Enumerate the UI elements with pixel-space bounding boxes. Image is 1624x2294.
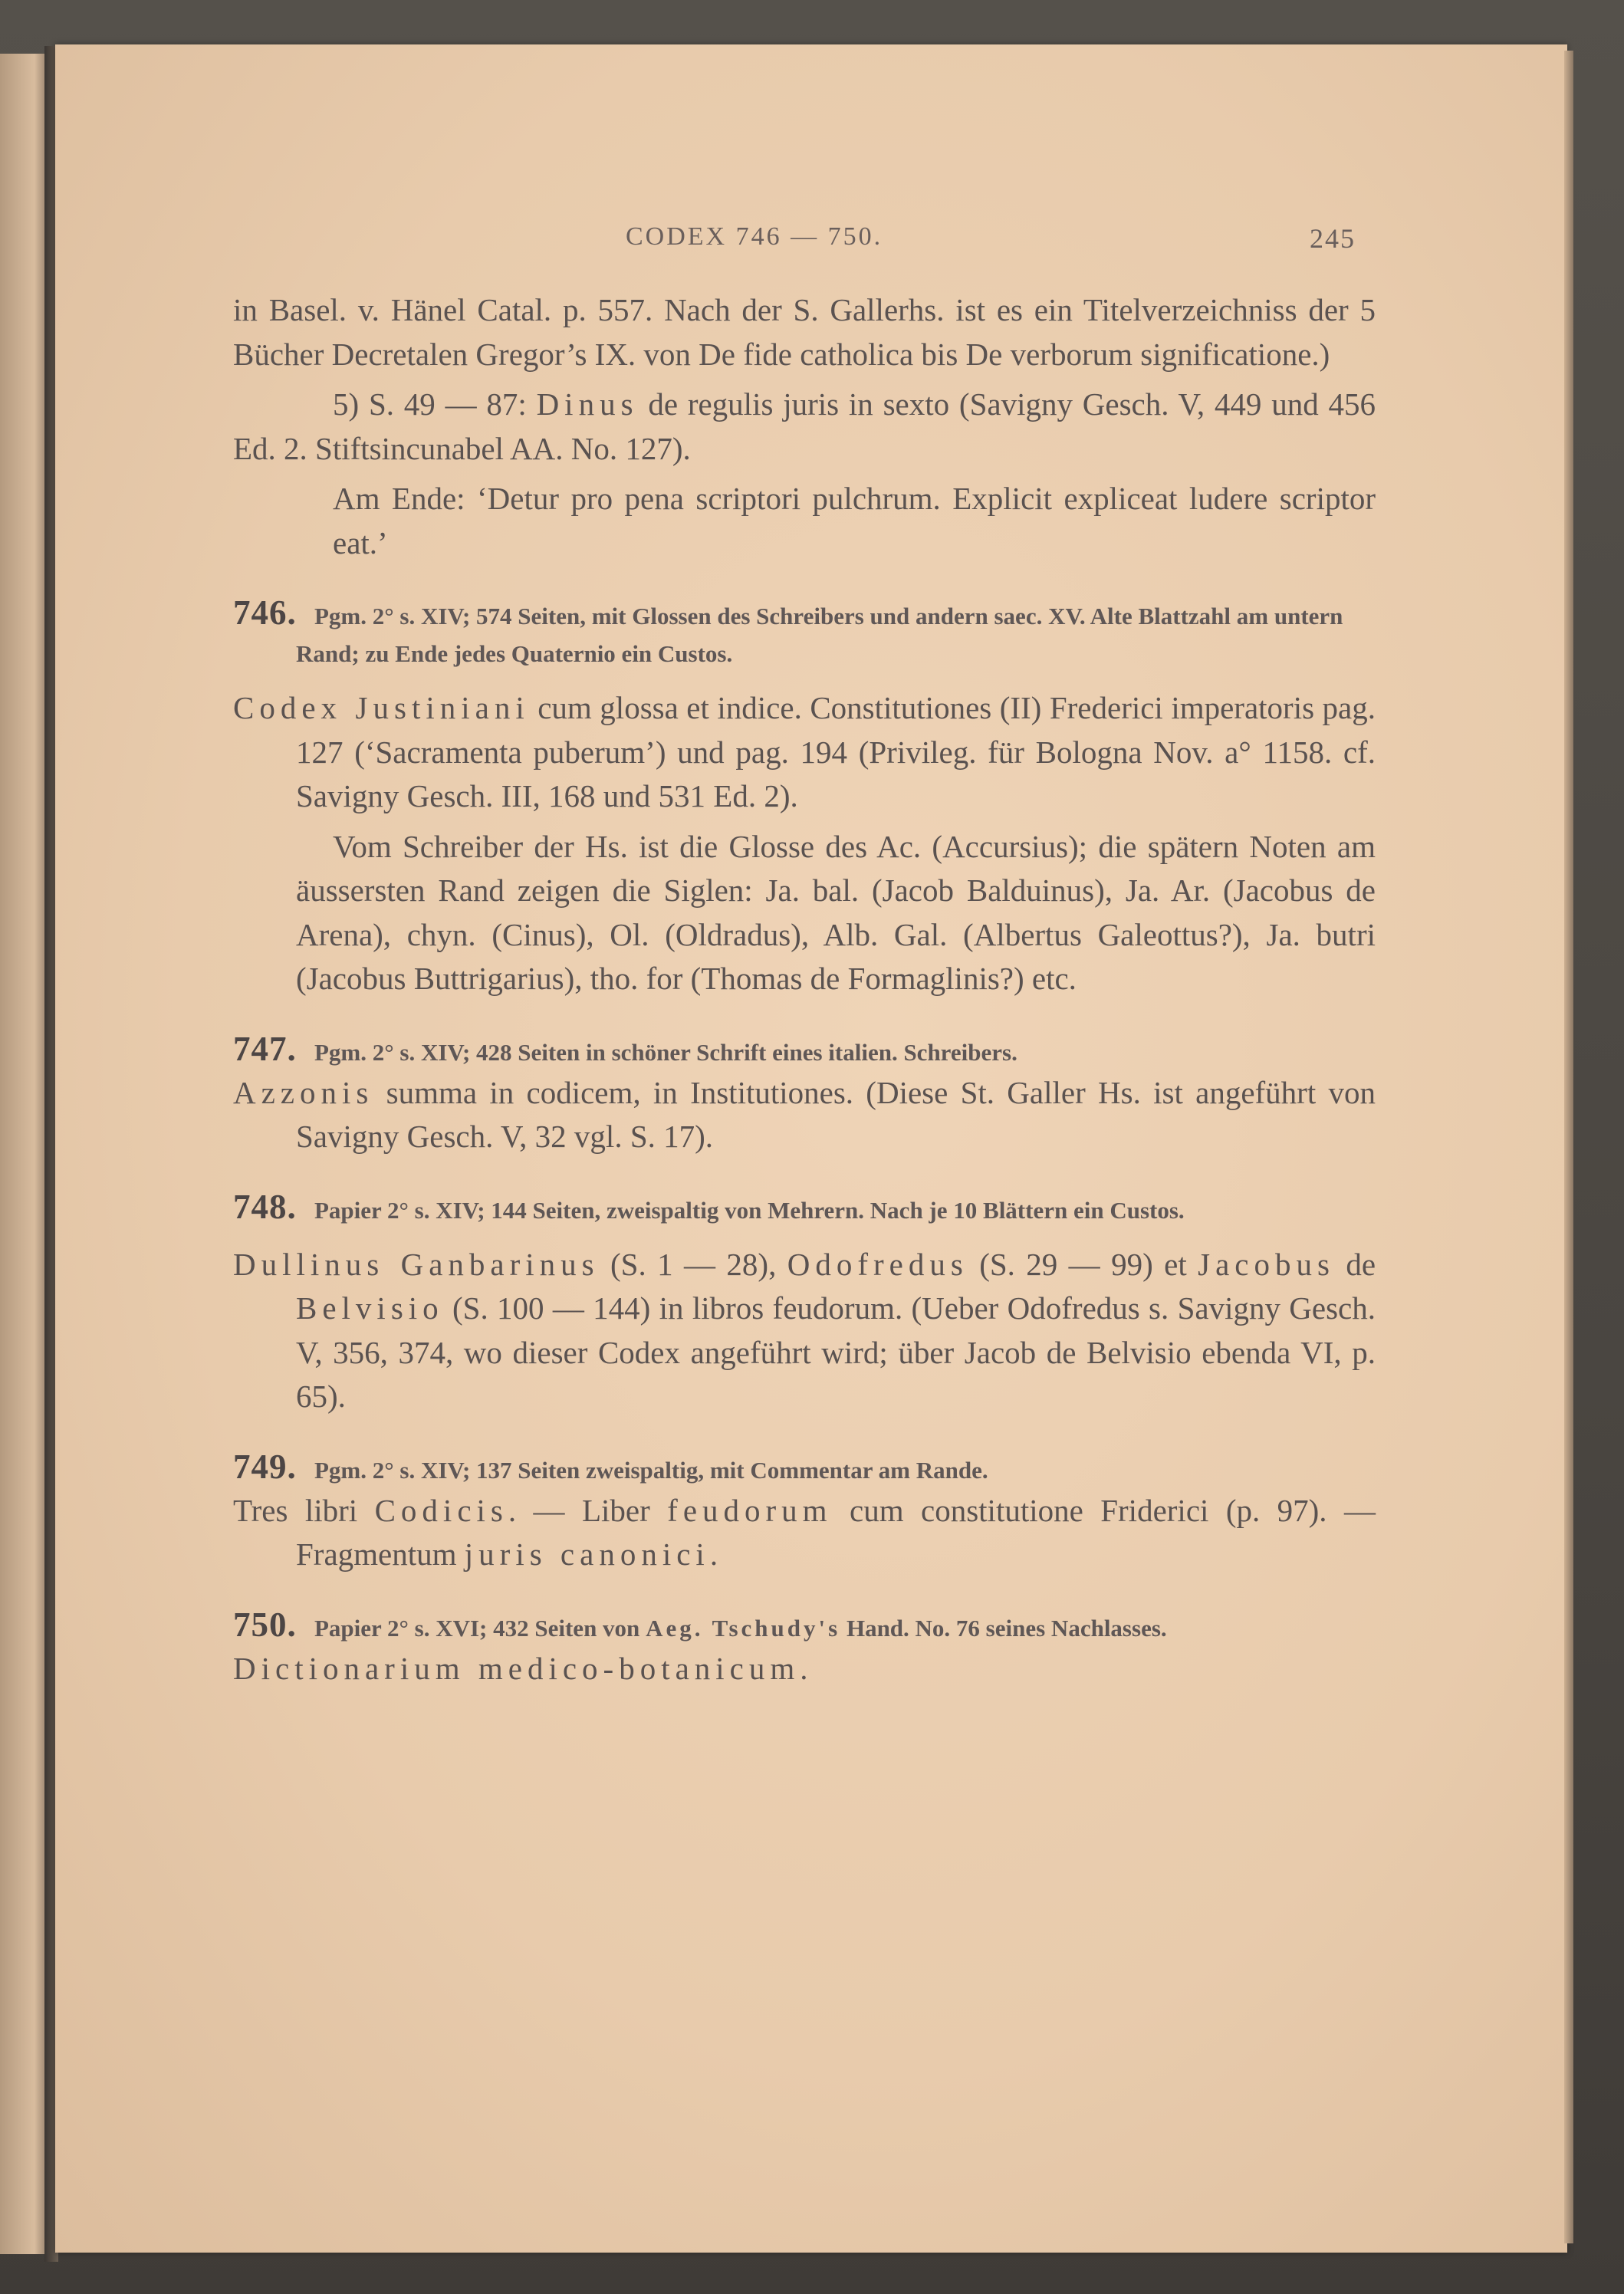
entry-number: 749.	[233, 1447, 297, 1486]
entry-number: 746.	[233, 593, 297, 632]
page-right-edge	[1564, 51, 1573, 2243]
entry-content: Dictionarium medico-botanicum.	[233, 1650, 814, 1686]
intro-item-5: 5) S. 49 — 87: Dinus de regulis juris in sexto (Savigny Gesch. V, 449 und 456 Ed. 2. Stiftsincunabel AA. No. 127).	[233, 386, 1376, 466]
entry-description: 748. Papier 2° s. XIV; 144 Seiten, zweispaltig von Mehrern. Nach je 10 Blättern ein Custos.	[233, 1187, 1185, 1226]
page-header	[55, 222, 1567, 259]
codex-entry-750	[233, 1606, 1376, 1691]
entry-description: 749. Pgm. 2° s. XIV; 137 Seiten zweispaltig, mit Commentar am Rande.	[233, 1447, 988, 1486]
entry-number: 750.	[233, 1605, 297, 1644]
entry-content: Dullinus Ganbarinus (S. 1 — 28), Odofredus (S. 29 — 99) et Jacobus de Belvisio (S. 100 — 144) in libros feudorum. (Ueber Odofredus s. Savigny Gesch. V, 356, 374, wo dieser Codex angeführt wird; über Jacob de Belvisio ebenda VI, p. 65).	[233, 1246, 1376, 1414]
codex-entry-749	[233, 1448, 1376, 1577]
book-page	[55, 44, 1567, 2253]
entry-note: Vom Schreiber der Hs. ist die Glosse des Ac. (Accursius); die spätern Noten am äussersten Rand zeigen die Siglen: Ja. bal. (Jacob Balduinus), Ja. Ar. (Jacobus de Arena), chyn. (Cinus), Ol. (Oldradus), Alb. Gal. (Albertus Galeottus?), Ja. butri (Jacobus Buttrigarius), tho. for (Thomas de Formaglinis?) etc.	[296, 828, 1376, 996]
codex-entry-746	[233, 594, 1376, 1001]
intro-paragraph: in Basel. v. Hänel Catal. p. 557. Nach der S. Gallerhs. ist es ein Titelverzeichniss der 5 Bücher Decretalen Gregor’s IX. von De fide catholica bis De verborum significatione.)	[233, 292, 1376, 372]
codex-entry-747	[233, 1030, 1376, 1159]
author-dinus: Dinus	[536, 386, 639, 422]
entry-number: 748.	[233, 1187, 297, 1226]
entry-description: 750. Papier 2° s. XVI; 432 Seiten von Aeg. Tschudy's Hand. No. 76 seines Nachlasses.	[233, 1605, 1167, 1644]
entry-description: 746. Pgm. 2° s. XIV; 574 Seiten, mit Glossen des Schreibers und andern saec. XV. Alte Blattzahl am untern Rand; zu Ende jedes Quaternio ein Custos.	[233, 593, 1343, 667]
codex-entry-748	[233, 1188, 1376, 1419]
page-number: 245	[1310, 223, 1356, 254]
entry-content: Tres libri Codicis. — Liber feudorum cum constitutione Friderici (p. 97). — Fragmentum juris canonici.	[233, 1492, 1376, 1572]
intro-colophon: Am Ende: ‘Detur pro pena scriptori pulchrum. Explicit expliceat ludere scriptor eat.’	[333, 481, 1376, 560]
page-body	[233, 288, 1376, 1691]
running-title: CODEX 746 — 750.	[626, 222, 883, 251]
entry-number: 747.	[233, 1029, 297, 1068]
entry-description: 747. Pgm. 2° s. XIV; 428 Seiten in schöner Schrift eines italien. Schreibers.	[233, 1029, 1017, 1068]
facing-page-edge	[0, 54, 49, 2254]
entry-content: Azzonis summa in codicem, in Institutiones. (Diese St. Galler Hs. ist angeführt von Savigny Gesch. V, 32 vgl. S. 17).	[233, 1074, 1376, 1154]
entry-content: Codex Justiniani cum glossa et indice. Constitutiones (II) Frederici imperatoris pag. 127 (‘Sacramenta puberum’) und pag. 194 (Privileg. für Bologna Nov. a° 1158. cf. Savigny Gesch. III, 168 und 531 Ed. 2).	[233, 690, 1376, 813]
